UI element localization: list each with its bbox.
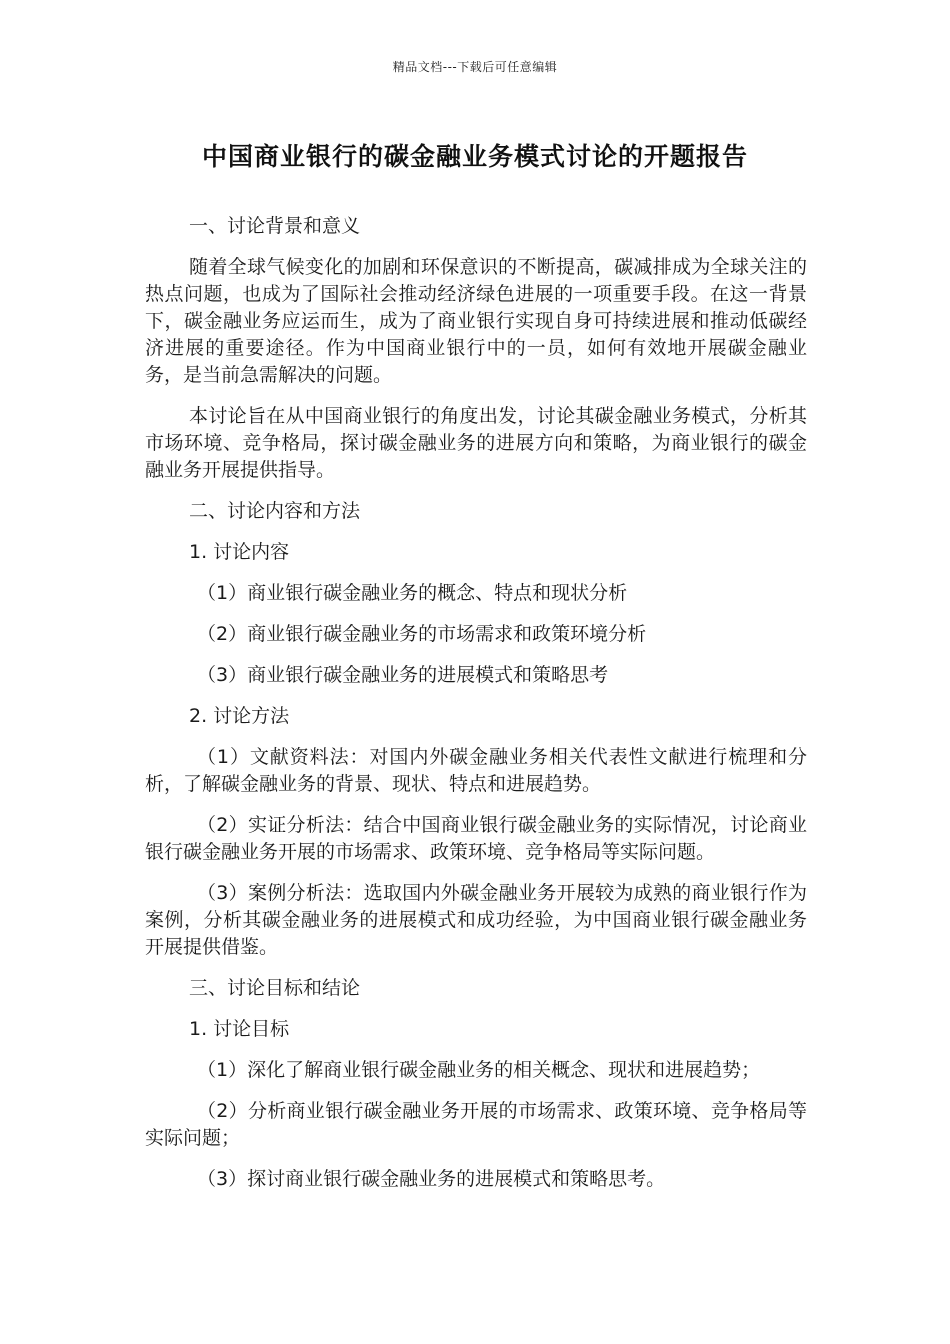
method-item-2: （2）实证分析法：结合中国商业银行碳金融业务的实际情况，讨论商业银行碳金融业务开展的市场需求、政策环境、竞争格局等实际问题。 (145, 814, 807, 863)
section-3-subheading-goals: 1. 讨论目标 (189, 1018, 290, 1040)
goal-item-2: （2）分析商业银行碳金融业务开展的市场需求、政策环境、竞争格局等实际问题； (145, 1100, 807, 1149)
content-item-3: （3）商业银行碳金融业务的进展模式和策略思考 (197, 664, 609, 686)
method-item-1: （1）文献资料法：对国内外碳金融业务相关代表性文献进行梳理和分析，了解碳金融业务的背景、现状、特点和进展趋势。 (145, 746, 807, 795)
goal-item-1: （1）深化了解商业银行碳金融业务的相关概念、现状和进展趋势； (197, 1059, 761, 1081)
document-title: 中国商业银行的碳金融业务模式讨论的开题报告 (201, 142, 748, 171)
goal-item-3: （3）探讨商业银行碳金融业务的进展模式和策略思考。 (197, 1168, 666, 1190)
section-1-paragraph-1: 随着全球气候变化的加剧和环保意识的不断提高，碳减排成为全球关注的热点问题，也成为了国际社会推动经济绿色进展的一项重要手段。在这一背景下，碳金融业务应运而生，成为了商业银行实现自身可持续进展和推动低碳经济进展的重要途径。作为中国商业银行中的一员，如何有效地开展碳金融业务，是当前急需解决的问题。 (145, 256, 807, 386)
section-1-heading: 一、讨论背景和意义 (189, 215, 361, 237)
content-item-2: （2）商业银行碳金融业务的市场需求和政策环境分析 (197, 623, 647, 645)
content-item-1: （1）商业银行碳金融业务的概念、特点和现状分析 (197, 582, 628, 604)
section-1-paragraph-2: 本讨论旨在从中国商业银行的角度出发，讨论其碳金融业务模式，分析其市场环境、竞争格局，探讨碳金融业务的进展方向和策略，为商业银行的碳金融业务开展提供指导。 (145, 405, 807, 481)
section-2-subheading-content: 1. 讨论内容 (189, 541, 290, 563)
document-body (145, 213, 807, 1207)
header-note: 精品文档---下载后可任意编辑 (392, 60, 558, 74)
method-item-3: （3）案例分析法：选取国内外碳金融业务开展较为成熟的商业银行作为案例，分析其碳金融业务的进展模式和成功经验，为中国商业银行碳金融业务开展提供借鉴。 (145, 882, 807, 958)
section-3-heading: 三、讨论目标和结论 (189, 977, 361, 999)
section-2-heading: 二、讨论内容和方法 (189, 500, 361, 522)
section-2-subheading-method: 2. 讨论方法 (189, 705, 290, 727)
